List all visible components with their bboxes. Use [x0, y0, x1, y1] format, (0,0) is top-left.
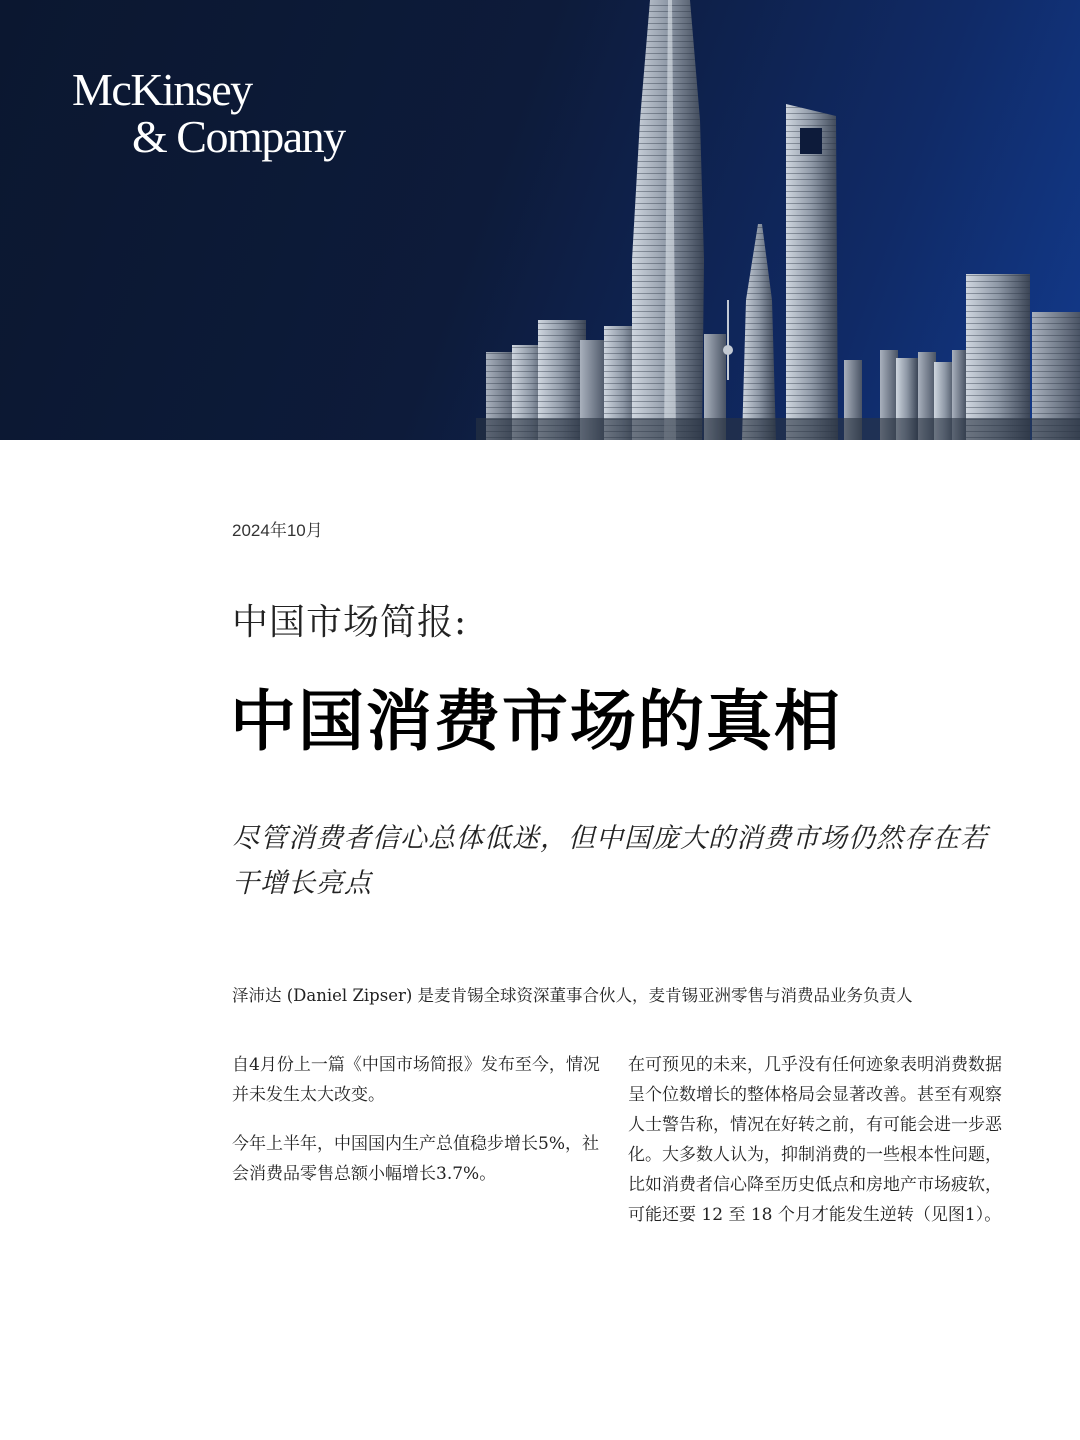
cover-hero-banner [0, 0, 1080, 440]
body-column-right [628, 1050, 1010, 1249]
body-paragraph: 在可预见的未来，几乎没有任何迹象表明消费数据呈个位数增长的整体格局会显著改善。甚至有观察人士警告称，情况在好转之前，有可能会进一步恶化。大多数人认为，抑制消费的一些根本性问题，比如消费者信心降至历史低点和房地产市场疲软，可能还要 12 至 18 个月才能发生逆转（见图1）。 [628, 1055, 1002, 1225]
series-kicker: 中国市场简报: [232, 602, 468, 643]
body-paragraph: 自4月份上一篇《中国市场简报》发布至今，情况并未发生太大改变。 [232, 1055, 600, 1105]
body-column-left [232, 1050, 608, 1208]
page-title: 中国消费市场的真相 [230, 682, 842, 760]
author-byline: 泽沛达 (Daniel Zipser) 是麦肯锡全球资深董事合伙人，麦肯锡亚洲零售与消费品业务负责人 [232, 986, 913, 1005]
logo-line-2: & Company [132, 111, 345, 162]
subtitle: 尽管消费者信心总体低迷，但中国庞大的消费市场仍然存在若干增长亮点 [232, 823, 988, 899]
publication-date: 2024年10月 [232, 521, 323, 540]
logo-line-1: McKinsey [72, 64, 252, 115]
mckinsey-logo [72, 66, 345, 160]
body-paragraph: 今年上半年，中国国内生产总值稳步增长5%，社会消费品零售总额小幅增长3.7%。 [232, 1134, 599, 1184]
